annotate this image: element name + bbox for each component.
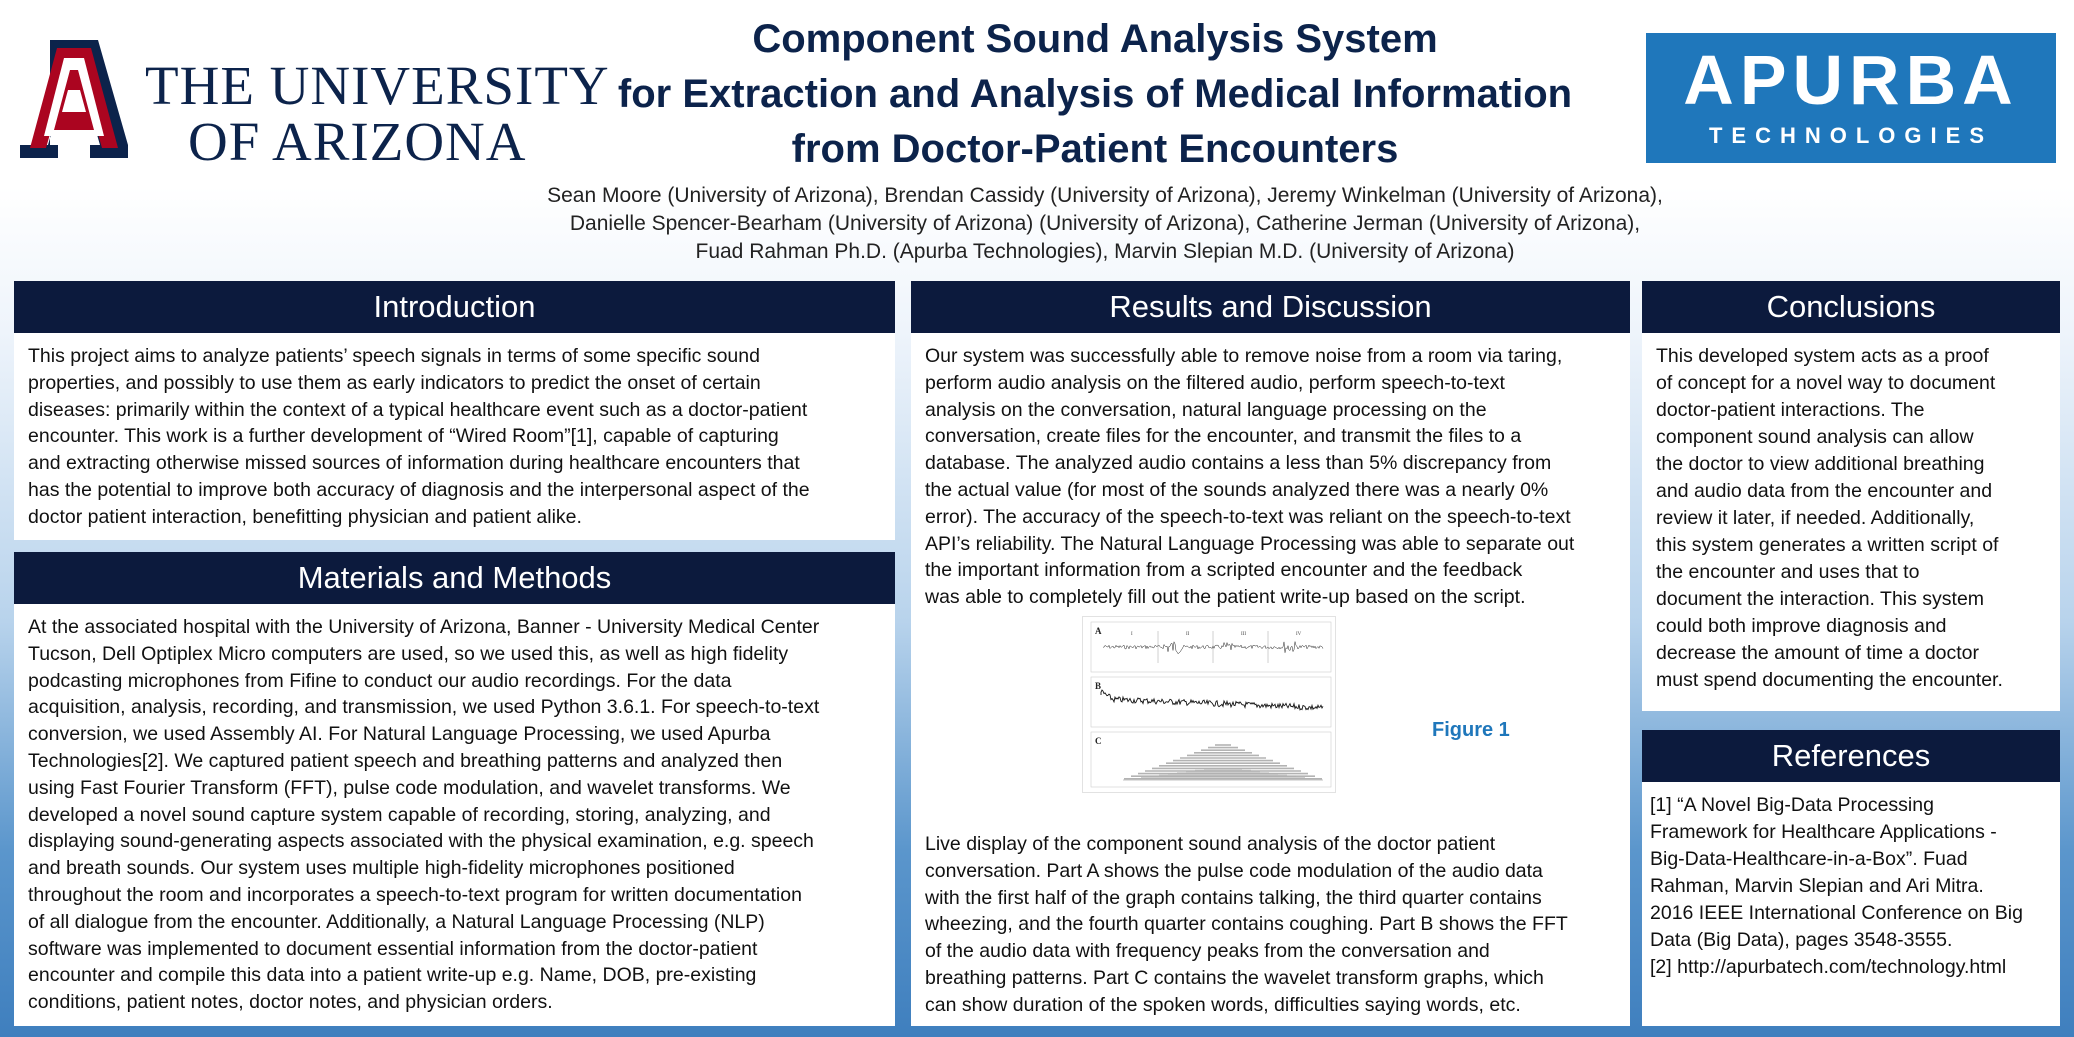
text-line: software was implemented to document essential information from the doctor-patient	[28, 937, 758, 960]
references-panel	[1642, 730, 2060, 1026]
text-line: This developed system acts as a proof	[1656, 345, 1989, 367]
author-line: Fuad Rahman Ph.D. (Apurba Technologies), Marvin Slepian M.D. (University of Arizona)	[695, 240, 1515, 263]
text-line: with the first half of the graph contains talking, the third quarter contains	[925, 886, 1542, 909]
text-line: the encounter and uses that to	[1656, 561, 1920, 583]
title-line: for Extraction and Analysis of Medical Information	[617, 72, 1573, 116]
text-line: must spend documenting the encounter.	[1656, 669, 2003, 691]
text-line: Big-Data-Healthcare-in-a-Box”. Fuad	[1650, 848, 1968, 870]
text-line: conversation, create files for the encounter, and transmit the files to a	[925, 425, 1522, 448]
text-line: could both improve diagnosis and	[1656, 615, 1947, 637]
text-line: document the interaction. This system	[1656, 588, 1985, 610]
text-line: analysis on the conversation, natural language processing on the	[925, 398, 1487, 421]
quarter-mark: II	[1186, 632, 1190, 637]
figure-1-image	[1082, 616, 1336, 793]
methods-text	[14, 604, 895, 1016]
references-text	[1642, 782, 2060, 981]
introduction-heading: Introduction	[14, 281, 895, 333]
text-line: conversation. Part A shows the pulse code modulation of the audio data	[925, 859, 1543, 882]
text-line: [1] “A Novel Big-Data Processing	[1650, 794, 1934, 816]
text-line: was able to completely fill out the patient write-up based on the script.	[925, 586, 1526, 609]
text-line: podcasting microphones from Fifine to conduct our audio recordings. For the data	[28, 669, 732, 692]
text-line: of concept for a novel way to document	[1656, 372, 1996, 394]
text-line: decrease the amount of time a doctor	[1656, 642, 1980, 664]
text-line: database. The analyzed audio contains a less than 5% discrepancy from	[925, 452, 1552, 475]
text-line: and audio data from the encounter and	[1656, 480, 1993, 502]
text-line: conditions, patient notes, doctor notes, and physician orders.	[28, 991, 553, 1014]
methods-panel	[14, 552, 895, 1026]
text-line: of the audio data with frequency peaks from the conversation and	[925, 940, 1490, 963]
text-line: component sound analysis can allow	[1656, 426, 1974, 448]
text-line: conversion, we used Assembly AI. For Natural Language Processing, we used Apurba	[28, 723, 771, 746]
text-line: At the associated hospital with the University of Arizona, Banner - University Medical Center	[28, 616, 820, 638]
figure-panel-letter: C	[1095, 736, 1102, 746]
figure-1-description	[911, 831, 1582, 1019]
figure-panel-letter: B	[1095, 681, 1102, 691]
text-line: properties, and possibly to use them as early indicators to predict the onset of certain	[28, 371, 761, 394]
author-line: Danielle Spencer-Bearham (University of Arizona) (University of Arizona), Catherine Jerman (University of Arizona),	[569, 212, 1641, 235]
text-line: Data (Big Data), pages 3548-3555.	[1650, 929, 1953, 951]
university-name-line2: OF ARIZONA	[188, 111, 527, 172]
sound-analysis-figure	[1083, 617, 1335, 792]
text-line: doctor patient interaction, benefitting physician and patient alike.	[28, 505, 582, 528]
text-line: acquisition, analysis, recording, and transmission, we used Python 3.6.1. For speech-to-text	[28, 696, 820, 719]
figure-subplot-frame	[1091, 622, 1331, 672]
university-of-arizona-logo	[20, 40, 610, 172]
text-line: diseases: primarily within the context of a typical healthcare event such as a doctor-patient	[28, 398, 808, 421]
poster-title	[560, 12, 1630, 177]
results-heading: Results and Discussion	[911, 281, 1630, 333]
university-name-line1: THE UNIVERSITY	[145, 55, 610, 116]
author-list	[440, 182, 1770, 266]
text-line: wheezing, and the fourth quarter contains coughing. Part B shows the FFT	[925, 913, 1568, 936]
introduction-panel	[14, 281, 895, 540]
results-text	[911, 333, 1630, 611]
apurba-technologies-logo	[1646, 33, 2056, 163]
results-panel	[911, 281, 1630, 1026]
apurba-logo-sub: TECHNOLOGIES	[1708, 123, 1993, 148]
text-line: throughout the room and incorporates a speech-to-text program for written documentation	[28, 883, 802, 906]
references-heading: References	[1642, 730, 2060, 782]
quarter-mark: III	[1241, 632, 1246, 637]
title-line: from Doctor-Patient Encounters	[791, 127, 1399, 171]
conclusions-text	[1642, 333, 2060, 694]
text-line: encounter. This work is a further development of “Wired Room”[1], capable of capturing	[28, 425, 779, 448]
text-line: Rahman, Marvin Slepian and Ari Mitra.	[1650, 875, 1984, 897]
figure-panel-letter: A	[1095, 626, 1102, 636]
text-line: of all dialogue from the encounter. Additionally, a Natural Language Processing (NLP)	[28, 910, 765, 933]
text-line: the doctor to view additional breathing	[1656, 453, 1985, 475]
text-line: has the potential to improve both accuracy of diagnosis and the interpersonal aspect of the	[28, 478, 810, 501]
text-line: Tucson, Dell Optiplex Micro computers are used, so we used this, as well as high fidelity	[28, 642, 789, 665]
quarter-mark: IV	[1296, 632, 1302, 637]
text-line: the actual value (for most of the sounds analyzed there was a nearly 0%	[925, 478, 1549, 501]
text-line: breathing patterns. Part C contains the wavelet transform graphs, which	[925, 966, 1544, 989]
text-line: using Fast Fourier Transform (FFT), pulse code modulation, and wavelet transforms. We	[28, 776, 791, 799]
text-line: perform audio analysis on the filtered audio, perform speech-to-text	[925, 371, 1505, 394]
text-line: Technologies[2]. We captured patient speech and breathing patterns and analyzed then	[28, 749, 783, 772]
text-line: review it later, if needed. Additionally,	[1656, 507, 1975, 529]
text-line: encounter and compile this data into a patient write-up e.g. Name, DOB, pre-existing	[28, 964, 757, 987]
text-line: [2] http://apurbatech.com/technology.html	[1650, 956, 2007, 978]
text-line: this system generates a written script of	[1656, 534, 1999, 556]
methods-heading: Materials and Methods	[14, 552, 895, 604]
text-line: 2016 IEEE International Conference on Big	[1650, 902, 2023, 924]
introduction-text	[14, 333, 895, 531]
author-line: Sean Moore (University of Arizona), Brendan Cassidy (University of Arizona), Jeremy Winkelman (University of Arizona),	[547, 184, 1663, 207]
text-line: This project aims to analyze patients’ speech signals in terms of some specific sound	[28, 345, 760, 367]
text-line: and extracting otherwise missed sources of information during healthcare encounters that	[28, 452, 800, 475]
figure-1-label: Figure 1	[1432, 719, 1510, 741]
text-line: Our system was successfully able to remove noise from a room via taring,	[925, 345, 1563, 367]
quarter-mark: I	[1131, 632, 1133, 637]
apurba-logo-name: APURBA	[1683, 41, 2019, 119]
text-line: doctor-patient interactions. The	[1656, 399, 1925, 421]
text-line: and breath sounds. Our system uses multiple high-fidelity microphones positioned	[28, 857, 735, 880]
text-line: developed a novel sound capture system capable of recording, storing, analyzing, and	[28, 803, 771, 826]
text-line: Live display of the component sound analysis of the doctor patient	[925, 833, 1496, 855]
title-line: Component Sound Analysis System	[752, 17, 1438, 61]
text-line: can show duration of the spoken words, difficulties saying words, etc.	[925, 993, 1521, 1016]
text-line: API’s reliability. The Natural Language Processing was able to separate out	[925, 532, 1575, 555]
text-line: error). The accuracy of the speech-to-text was reliant on the speech-to-text	[925, 505, 1571, 528]
arizona-a-icon	[20, 40, 128, 158]
text-line: the important information from a scripted encounter and the feedback	[925, 559, 1523, 582]
conclusions-heading: Conclusions	[1642, 281, 2060, 333]
conclusions-panel	[1642, 281, 2060, 711]
text-line: displaying sound-generating aspects associated with the physical examination, e.g. speech	[28, 830, 814, 853]
text-line: Framework for Healthcare Applications -	[1650, 821, 1997, 843]
